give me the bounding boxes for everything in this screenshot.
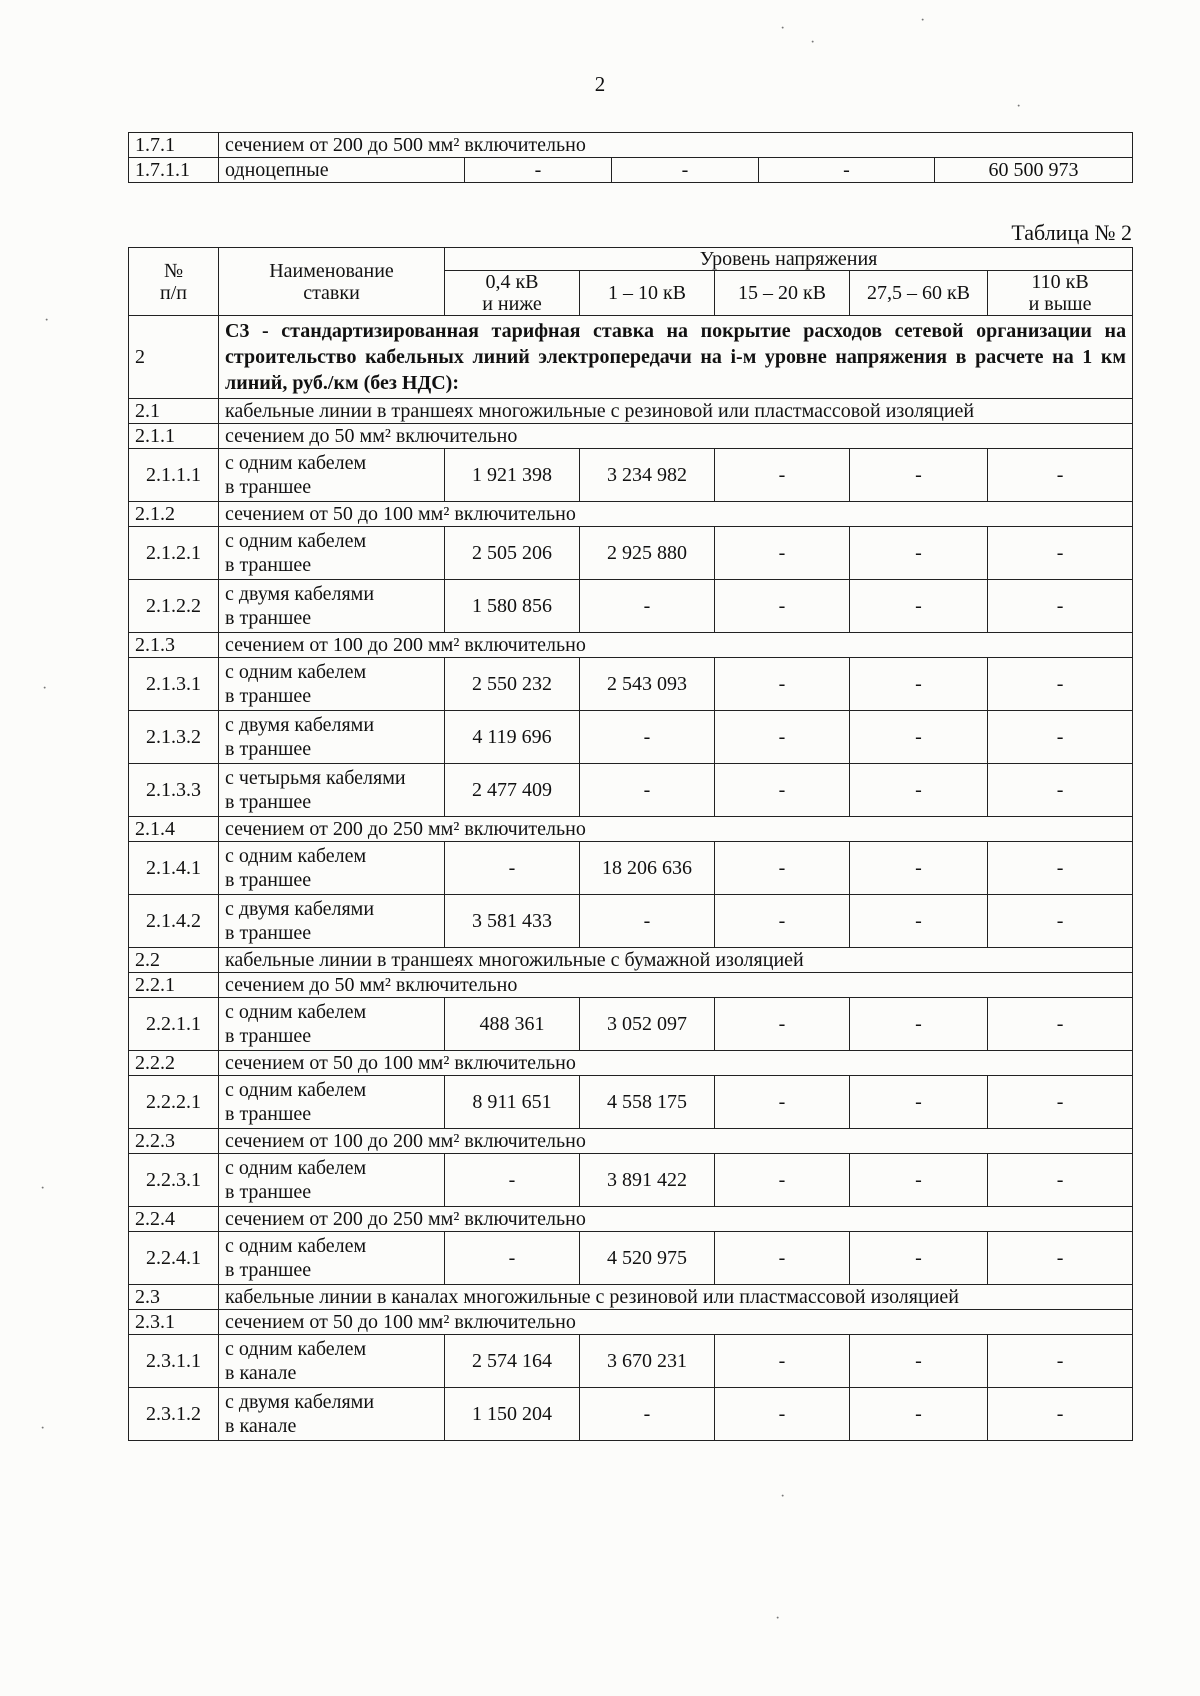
- row-number: 2.1.4.1: [129, 842, 219, 895]
- rate-value: -: [988, 1335, 1133, 1388]
- section-row: [129, 502, 1133, 527]
- row-number: 2.2.4.1: [129, 1232, 219, 1285]
- table-row: [129, 658, 1133, 711]
- header-voltage-level: 110 кВ и выше: [988, 271, 1133, 316]
- rate-value: -: [850, 998, 988, 1051]
- rate-value: -: [465, 158, 612, 183]
- rate-value: -: [715, 1335, 850, 1388]
- row-number: 2.1.2: [129, 502, 219, 527]
- section-label: кабельные линии в траншеях многожильные с резиновой или пластмассовой изоляцией: [219, 399, 1133, 424]
- row-number: 2.3.1.2: [129, 1388, 219, 1441]
- rate-value: 18 206 636: [580, 842, 715, 895]
- table-row: [129, 449, 1133, 502]
- section-label: кабельные линии в каналах многожильные с резиновой или пластмассовой изоляцией: [219, 1285, 1133, 1310]
- rate-value: -: [988, 895, 1133, 948]
- row-number: 2.1.3.3: [129, 764, 219, 817]
- rate-name: с одним кабелем в траншее: [219, 1232, 445, 1285]
- rate-value: -: [715, 764, 850, 817]
- rate-value: -: [988, 527, 1133, 580]
- scan-speck: ·: [810, 34, 816, 51]
- rate-value: -: [715, 711, 850, 764]
- row-number: 1.7.1: [129, 133, 219, 158]
- rate-name: с одним кабелем в траншее: [219, 658, 445, 711]
- rate-value: -: [850, 527, 988, 580]
- rate-value: -: [850, 1076, 988, 1129]
- rate-value: -: [715, 895, 850, 948]
- row-number: 2.1.4.2: [129, 895, 219, 948]
- scan-speck: ·: [44, 312, 50, 329]
- section-row: [129, 424, 1133, 449]
- table-row: [129, 527, 1133, 580]
- row-number: 2.3.1.1: [129, 1335, 219, 1388]
- scan-speck: ·: [780, 20, 786, 37]
- rate-name: с одним кабелем в канале: [219, 1335, 445, 1388]
- rate-value: -: [850, 764, 988, 817]
- row-number: 2.2.4: [129, 1207, 219, 1232]
- rate-value: 4 520 975: [580, 1232, 715, 1285]
- rate-value: -: [445, 842, 580, 895]
- table-row: [129, 133, 1133, 158]
- rate-value: 1 921 398: [445, 449, 580, 502]
- rate-value: -: [850, 711, 988, 764]
- rate-name: с двумя кабелями в траншее: [219, 580, 445, 633]
- tariff-table: [128, 247, 1133, 1441]
- section-row: [129, 1207, 1133, 1232]
- rate-value: -: [759, 158, 935, 183]
- rate-value: -: [715, 527, 850, 580]
- rate-value: 2 477 409: [445, 764, 580, 817]
- rate-title: С3 - стандартизированная тарифная ставка на покрытие расходов сетевой организации на строительство кабельных линий электропередачи на i-м уровне напряжения в расчете на 1 км линий, руб./км (без НДС):: [219, 316, 1133, 399]
- rate-name: с двумя кабелями в траншее: [219, 895, 445, 948]
- rate-value: -: [580, 711, 715, 764]
- row-number: 2.1.2.1: [129, 527, 219, 580]
- rate-value: -: [988, 1388, 1133, 1441]
- section-label: сечением от 50 до 100 мм² включительно: [219, 1051, 1133, 1076]
- header-voltage-level: 1 – 10 кВ: [580, 271, 715, 316]
- rate-value: -: [850, 895, 988, 948]
- rate-name: с одним кабелем в траншее: [219, 1154, 445, 1207]
- section-row: [129, 948, 1133, 973]
- row-number: 2.1.4: [129, 817, 219, 842]
- page-number: 2: [594, 72, 606, 96]
- rate-value: -: [988, 711, 1133, 764]
- table-row: [129, 842, 1133, 895]
- section-label: сечением от 100 до 200 мм² включительно: [219, 1129, 1133, 1154]
- row-number: 2.1.3.2: [129, 711, 219, 764]
- header-num: № п/п: [129, 248, 219, 316]
- row-number: 2.1: [129, 399, 219, 424]
- table-row: [129, 1154, 1133, 1207]
- rate-value: 3 891 422: [580, 1154, 715, 1207]
- rate-value: -: [445, 1232, 580, 1285]
- rate-value: 2 550 232: [445, 658, 580, 711]
- rate-value: -: [612, 158, 759, 183]
- rate-value: -: [580, 1388, 715, 1441]
- scan-speck: ·: [775, 1610, 781, 1627]
- rate-value: 2 925 880: [580, 527, 715, 580]
- rate-name: с четырьмя кабелями в траншее: [219, 764, 445, 817]
- table-row: [129, 1335, 1133, 1388]
- table-row: [129, 998, 1133, 1051]
- rate-value: 2 505 206: [445, 527, 580, 580]
- row-number: 2.2.2.1: [129, 1076, 219, 1129]
- section-row: [129, 1129, 1133, 1154]
- header-voltage-level: 27,5 – 60 кВ: [850, 271, 988, 316]
- rate-name: с одним кабелем в траншее: [219, 1076, 445, 1129]
- row-number: 2.3.1: [129, 1310, 219, 1335]
- rate-name: с двумя кабелями в траншее: [219, 711, 445, 764]
- row-number: 2.2.3.1: [129, 1154, 219, 1207]
- row-number: 2: [129, 316, 219, 399]
- rate-value: -: [445, 1154, 580, 1207]
- rate-value: 60 500 973: [935, 158, 1133, 183]
- rate-value: -: [850, 1232, 988, 1285]
- rate-value: 4 558 175: [580, 1076, 715, 1129]
- table-row: [129, 764, 1133, 817]
- rate-value: 3 670 231: [580, 1335, 715, 1388]
- table-row: [129, 1232, 1133, 1285]
- scan-speck: ·: [40, 1180, 46, 1197]
- rate-value: -: [715, 449, 850, 502]
- scan-speck: ·: [920, 12, 926, 29]
- rate-name: с двумя кабелями в канале: [219, 1388, 445, 1441]
- row-number: 2.1.3: [129, 633, 219, 658]
- rate-value: -: [715, 1154, 850, 1207]
- table-row: [129, 711, 1133, 764]
- rate-value: 3 581 433: [445, 895, 580, 948]
- section-row: [129, 973, 1133, 998]
- rate-value: 8 911 651: [445, 1076, 580, 1129]
- rate-value: -: [988, 1076, 1133, 1129]
- row-number: 2.1.3.1: [129, 658, 219, 711]
- section-label: кабельные линии в траншеях многожильные с бумажной изоляцией: [219, 948, 1133, 973]
- rate-value: -: [988, 998, 1133, 1051]
- header-voltage-level: 15 – 20 кВ: [715, 271, 850, 316]
- rate-value: -: [988, 449, 1133, 502]
- rate-value: -: [988, 764, 1133, 817]
- rate-value: 2 574 164: [445, 1335, 580, 1388]
- rate-value: -: [715, 1232, 850, 1285]
- rate-value: -: [580, 580, 715, 633]
- table-caption: Таблица № 2: [1011, 220, 1132, 245]
- scan-speck: ·: [1016, 98, 1022, 115]
- section-row: [129, 399, 1133, 424]
- rate-value: -: [850, 1154, 988, 1207]
- rate-value: -: [580, 895, 715, 948]
- header-name: Наименование ставки: [219, 248, 445, 316]
- rate-value: -: [988, 1232, 1133, 1285]
- rate-value: 488 361: [445, 998, 580, 1051]
- row-number: 2.1.1.1: [129, 449, 219, 502]
- row-number: 1.7.1.1: [129, 158, 219, 183]
- rate-value: -: [850, 449, 988, 502]
- row-number: 2.2.2: [129, 1051, 219, 1076]
- header-voltage-level: 0,4 кВ и ниже: [445, 271, 580, 316]
- rate-value: -: [988, 842, 1133, 895]
- table-row: [129, 158, 1133, 183]
- section-row: [129, 1285, 1133, 1310]
- section-row: [129, 1051, 1133, 1076]
- section-row: [129, 633, 1133, 658]
- row-number: 2.1.2.2: [129, 580, 219, 633]
- section-label: сечением от 200 до 500 мм² включительно: [219, 133, 1133, 158]
- title-row: [129, 316, 1133, 399]
- rate-name: с одним кабелем в траншее: [219, 842, 445, 895]
- table-row: [129, 580, 1133, 633]
- section-label: сечением от 100 до 200 мм² включительно: [219, 633, 1133, 658]
- scan-speck: ·: [780, 1488, 786, 1505]
- rate-name: одноцепные: [219, 158, 465, 183]
- rate-value: -: [850, 658, 988, 711]
- rate-value: -: [988, 580, 1133, 633]
- table-row: [129, 895, 1133, 948]
- rate-value: 2 543 093: [580, 658, 715, 711]
- rate-value: -: [580, 764, 715, 817]
- section-row: [129, 817, 1133, 842]
- row-number: 2.2.1: [129, 973, 219, 998]
- rate-value: -: [715, 580, 850, 633]
- table-row: [129, 1076, 1133, 1129]
- rate-value: -: [715, 998, 850, 1051]
- row-number: 2.2.3: [129, 1129, 219, 1154]
- rate-value: -: [715, 658, 850, 711]
- rate-value: 3 234 982: [580, 449, 715, 502]
- rate-value: -: [715, 1388, 850, 1441]
- row-number: 2.2.1.1: [129, 998, 219, 1051]
- rate-value: -: [850, 580, 988, 633]
- rate-value: -: [988, 658, 1133, 711]
- section-label: сечением от 200 до 250 мм² включительно: [219, 817, 1133, 842]
- row-number: 2.3: [129, 1285, 219, 1310]
- rate-value: 4 119 696: [445, 711, 580, 764]
- continuation-table: [128, 132, 1133, 183]
- rate-value: -: [715, 1076, 850, 1129]
- row-number: 2.2: [129, 948, 219, 973]
- rate-value: -: [850, 842, 988, 895]
- section-label: сечением от 50 до 100 мм² включительно: [219, 502, 1133, 527]
- scan-speck: ·: [40, 1420, 46, 1437]
- section-label: сечением от 200 до 250 мм² включительно: [219, 1207, 1133, 1232]
- rate-value: 3 052 097: [580, 998, 715, 1051]
- header-row: [129, 248, 1133, 271]
- rate-name: с одним кабелем в траншее: [219, 449, 445, 502]
- rate-value: 1 580 856: [445, 580, 580, 633]
- rate-value: -: [988, 1154, 1133, 1207]
- section-row: [129, 1310, 1133, 1335]
- rate-value: -: [715, 842, 850, 895]
- header-voltage-group: Уровень напряжения: [445, 248, 1133, 271]
- row-number: 2.1.1: [129, 424, 219, 449]
- rate-value: 1 150 204: [445, 1388, 580, 1441]
- rate-name: с одним кабелем в траншее: [219, 527, 445, 580]
- rate-value: -: [850, 1335, 988, 1388]
- table-row: [129, 1388, 1133, 1441]
- section-label: сечением от 50 до 100 мм² включительно: [219, 1310, 1133, 1335]
- section-label: сечением до 50 мм² включительно: [219, 973, 1133, 998]
- rate-value: -: [850, 1388, 988, 1441]
- scan-speck: ·: [42, 680, 48, 697]
- section-label: сечением до 50 мм² включительно: [219, 424, 1133, 449]
- rate-name: с одним кабелем в траншее: [219, 998, 445, 1051]
